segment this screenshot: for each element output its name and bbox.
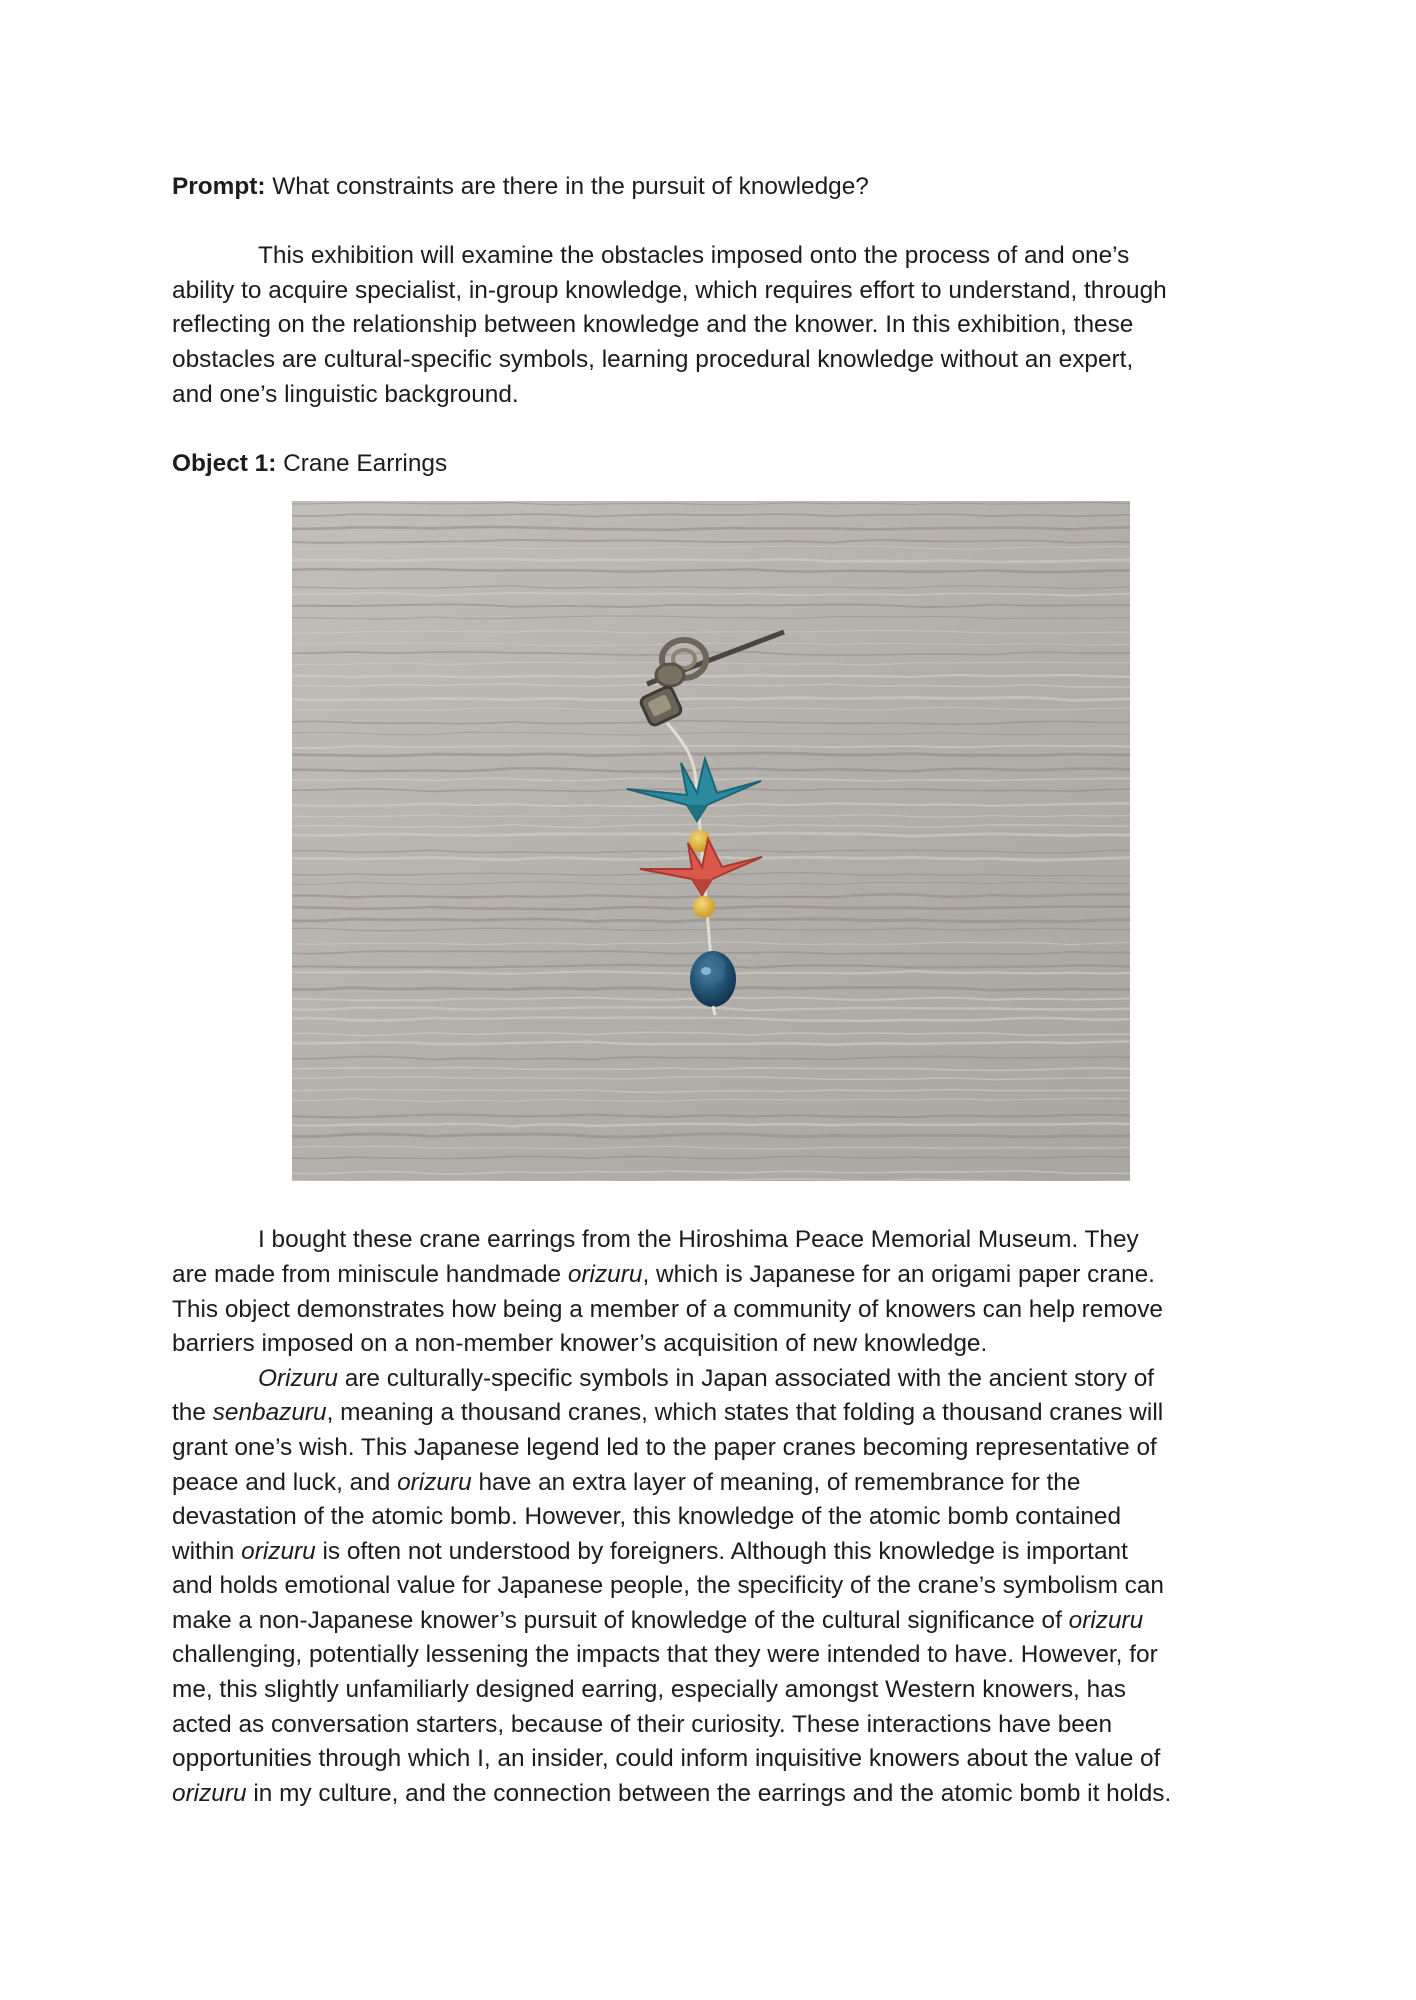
italic-term: orizuru — [397, 1468, 472, 1496]
object-description — [172, 1223, 1252, 1811]
italic-term: Orizuru — [258, 1364, 338, 1392]
para2-line — [172, 1466, 1252, 1501]
text-run: , which is Japanese for an origami paper crane. — [642, 1260, 1155, 1288]
text-run: peace and luck, and — [172, 1468, 398, 1496]
text-run: is often not understood by foreigners. Although this knowledge is important — [315, 1537, 1128, 1565]
para1-line: barriers imposed on a non-member knower’s acquisition of new knowledge. — [172, 1330, 988, 1358]
spacer — [172, 205, 1252, 240]
para2-line — [172, 1604, 1252, 1639]
object-label: Object 1: — [172, 449, 277, 477]
italic-term: orizuru — [172, 1779, 247, 1807]
para2-line — [172, 1777, 1252, 1812]
spacer — [172, 412, 1252, 447]
intro-line: ability to acquire specialist, in-group knowledge, which requires effort to understand, through — [172, 276, 1167, 304]
para2-line: challenging, potentially lessening the impacts that they were intended to have. However, for — [172, 1641, 1158, 1669]
para2-line: grant one’s wish. This Japanese legend led to the paper cranes becoming representative of — [172, 1433, 1157, 1461]
italic-term: orizuru — [567, 1260, 643, 1288]
text-run: the — [172, 1399, 213, 1427]
text-run: have an extra layer of meaning, of remembrance for the — [471, 1468, 1081, 1496]
para2-line — [172, 1535, 1252, 1570]
crane-earring-photo — [292, 501, 1130, 1181]
prompt-label: Prompt: — [172, 173, 266, 200]
para2-line: me, this slightly unfamiliarly designed earring, especially amongst Western knowers, has — [172, 1676, 1126, 1704]
prompt-text: What constraints are there in the pursuit of knowledge? — [265, 173, 869, 200]
text-run: are made from miniscule handmade — [172, 1260, 568, 1288]
text-run: make a non-Japanese knower’s pursuit of knowledge of the cultural significance of — [172, 1606, 1069, 1634]
italic-term: orizuru — [1068, 1606, 1144, 1634]
para2-line: opportunities through which I, an insider, could inform inquisitive knowers about the value of — [172, 1745, 1161, 1773]
italic-term: orizuru — [241, 1537, 316, 1565]
intro-paragraph — [172, 239, 1252, 412]
intro-line: and one’s linguistic background. — [172, 380, 519, 408]
para1-line: This object demonstrates how being a member of a community of knowers can help remove — [172, 1295, 1164, 1323]
para1-line — [172, 1258, 1252, 1293]
prompt-line — [172, 170, 1252, 205]
italic-term: senbazuru — [212, 1399, 327, 1427]
para2-line: and holds emotional value for Japanese people, the specificity of the crane’s symbolism can — [172, 1572, 1165, 1600]
text-run: , meaning a thousand cranes, which states that folding a thousand cranes will — [326, 1399, 1164, 1427]
para2-line — [172, 1396, 1252, 1431]
para2-line: devastation of the atomic bomb. However, this knowledge of the atomic bomb contained — [172, 1503, 1122, 1531]
object-title: Crane Earrings — [276, 449, 448, 477]
para2-line — [172, 1362, 1252, 1397]
earring-photo-illustration — [292, 501, 1130, 1181]
intro-line: This exhibition will examine the obstacles imposed onto the process of and one’s — [258, 242, 1130, 270]
object-heading — [172, 447, 1252, 482]
gold-bead — [693, 896, 715, 918]
intro-line: reflecting on the relationship between knowledge and the knower. In this exhibition, these — [172, 311, 1134, 339]
intro-line: obstacles are cultural-specific symbols, learning procedural knowledge without an expert, — [172, 345, 1134, 373]
para1-line: I bought these crane earrings from the Hiroshima Peace Memorial Museum. They — [258, 1226, 1139, 1254]
document-page — [172, 170, 1252, 1811]
text-run: are culturally-specific symbols in Japan associated with the ancient story of — [337, 1364, 1155, 1392]
text-run: within — [172, 1537, 242, 1565]
text-run: in my culture, and the connection between the earrings and the atomic bomb it holds. — [246, 1779, 1172, 1807]
para2-line: acted as conversation starters, because of their curiosity. These interactions have been — [172, 1710, 1113, 1738]
